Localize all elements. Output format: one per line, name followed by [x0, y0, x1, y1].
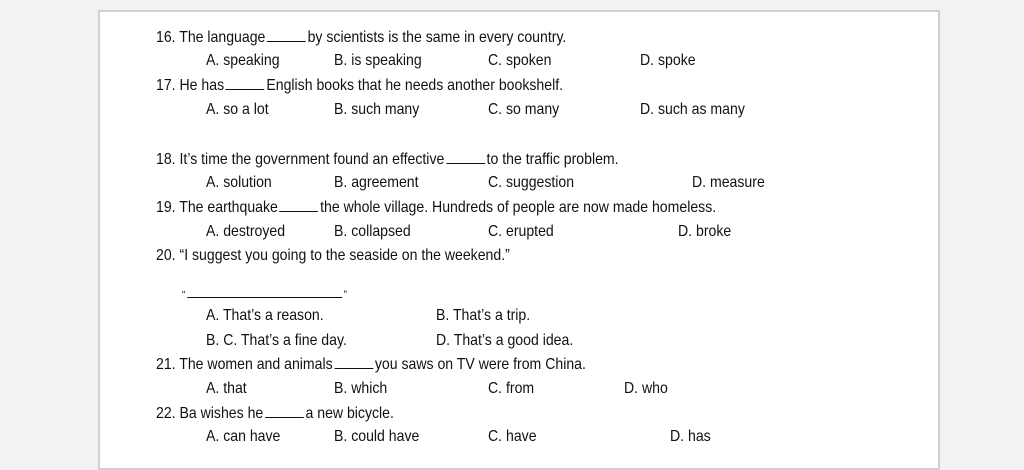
- question-17-option-b: B. such many: [334, 101, 420, 118]
- question-20-stem: [156, 247, 510, 265]
- question-18-option-d: D. measure: [692, 174, 765, 191]
- close-quote: ”: [343, 289, 347, 301]
- question-17-option-c: C. so many: [488, 101, 560, 118]
- question-number: 21.: [156, 356, 176, 373]
- question-text-before: Ba wishes he: [179, 405, 264, 422]
- response-blank: [187, 287, 342, 298]
- worksheet-page: [98, 10, 940, 470]
- question-19-option-c: C. erupted: [488, 223, 554, 240]
- question-19-option-b: B. collapsed: [334, 223, 411, 240]
- question-18-option-a: A. solution: [206, 174, 272, 191]
- question-21-stem: [156, 355, 586, 374]
- question-22-option-b: B. could have: [334, 428, 420, 445]
- open-quote: “: [182, 289, 186, 301]
- question-20-option-c: B. C. That’s a fine day.: [206, 332, 347, 349]
- question-16-stem: [156, 28, 566, 47]
- question-text-after: a new bicycle.: [305, 405, 394, 422]
- answer-blank: [280, 198, 319, 212]
- question-number: 19.: [156, 199, 176, 216]
- question-text-before: He has: [179, 77, 225, 94]
- question-number: 20.: [156, 247, 176, 264]
- question-17-option-d: D. such as many: [640, 101, 745, 118]
- question-16-option-b: B. is speaking: [334, 52, 422, 69]
- question-text-after: by scientists is the same in every country.: [307, 29, 567, 46]
- question-21-option-d: D. who: [624, 380, 668, 397]
- question-22-stem: [156, 404, 394, 423]
- question-21-option-a: A. that: [206, 380, 247, 397]
- question-text-after: you saws on TV were from China.: [374, 356, 586, 373]
- question-21-option-c: C. from: [488, 380, 535, 397]
- answer-blank: [226, 76, 265, 90]
- question-number: 17.: [156, 77, 176, 94]
- question-18-option-b: B. agreement: [334, 174, 419, 191]
- answer-blank: [446, 150, 485, 164]
- question-22-option-c: C. have: [488, 428, 537, 445]
- question-number: 18.: [156, 151, 176, 168]
- question-22-option-d: D. has: [670, 428, 711, 445]
- question-text-before: The earthquake: [179, 199, 278, 216]
- answer-blank: [267, 28, 306, 42]
- question-20-option-b: B. That’s a trip.: [436, 307, 531, 324]
- question-text-before: The language: [179, 29, 266, 46]
- question-text-after: the whole village. Hundreds of people are now made homeless.: [320, 199, 717, 216]
- question-text-before: It’s time the government found an effective: [179, 151, 445, 168]
- question-17-stem: [156, 76, 563, 95]
- question-text-after: to the traffic problem.: [486, 151, 619, 168]
- answer-blank: [265, 404, 304, 418]
- question-16-option-a: A. speaking: [206, 52, 280, 69]
- question-18-stem: [156, 150, 619, 169]
- question-number: 22.: [156, 405, 176, 422]
- answer-blank: [334, 355, 373, 369]
- question-16-option-c: C. spoken: [488, 52, 552, 69]
- question-19-stem: [156, 198, 716, 217]
- question-19-option-a: A. destroyed: [206, 223, 286, 240]
- question-16-option-d: D. spoke: [640, 52, 696, 69]
- question-number: 16.: [156, 29, 176, 46]
- question-17-option-a: A. so a lot: [206, 101, 269, 118]
- question-text-after: English books that he needs another bookshelf.: [266, 77, 564, 94]
- question-19-option-d: D. broke: [678, 223, 732, 240]
- question-18-option-c: C. suggestion: [488, 174, 575, 191]
- dialogue-response-line: [182, 286, 347, 304]
- question-20-option-a: A. That’s a reason.: [206, 307, 324, 324]
- question-text: “I suggest you going to the seaside on the weekend.”: [179, 247, 510, 264]
- question-text-before: The women and animals: [179, 356, 333, 373]
- question-20-option-d: D. That’s a good idea.: [436, 332, 574, 349]
- question-22-option-a: A. can have: [206, 428, 281, 445]
- question-21-option-b: B. which: [334, 380, 388, 397]
